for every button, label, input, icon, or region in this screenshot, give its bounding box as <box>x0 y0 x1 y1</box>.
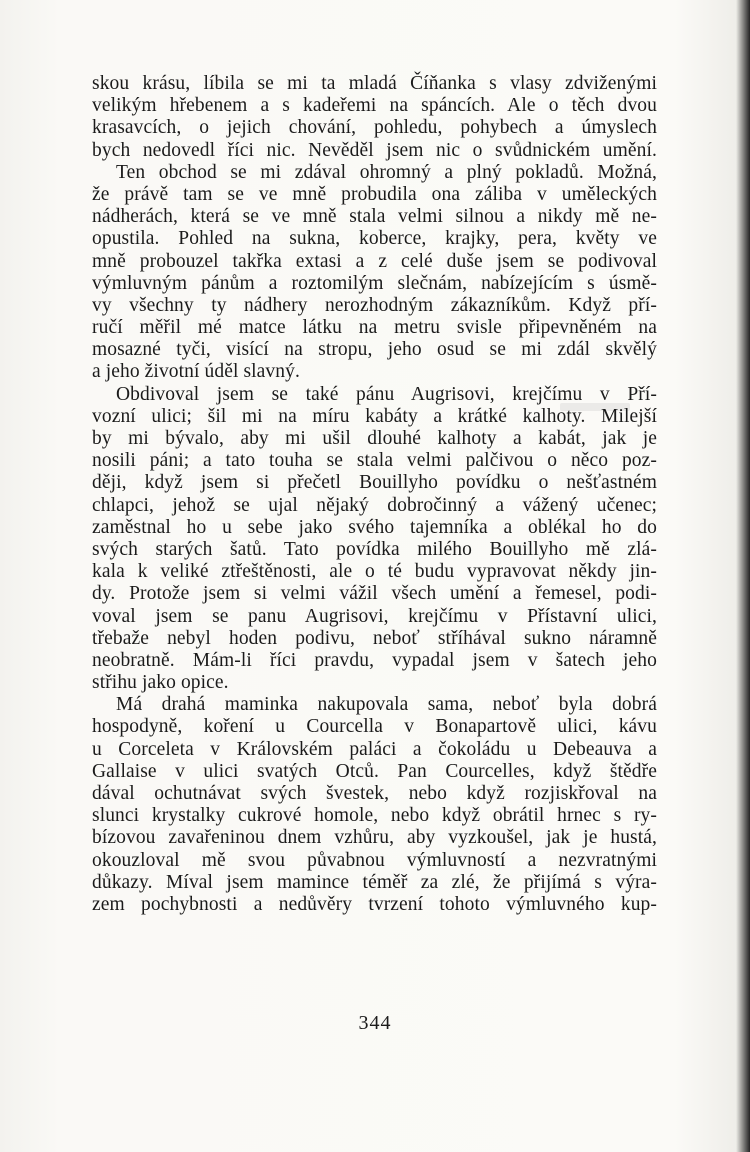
text-line: chlapci, jehož se ujal nějaký dobročinný a vážený učenec; <box>92 494 657 516</box>
page-number: 344 <box>358 1012 392 1034</box>
paragraph-2 <box>92 162 657 384</box>
text-line: Ten obchod se mi zdával ohromný a plný pokladů. Možná, <box>116 161 657 183</box>
paragraph-1 <box>92 73 657 162</box>
text-line: Obdivoval jsem se také pánu Augrisovi, krejčímu v Pří- <box>116 383 657 405</box>
text-line: dával ochutnávat svých švestek, nebo když rozjiskřoval na <box>92 783 657 804</box>
text-line: skou krásu, líbila se mi ta mladá Číňanka s vlasy zdviženými <box>92 73 657 94</box>
text-line: a jeho životní úděl slavný. <box>92 361 300 383</box>
text-line: ději, když jsem si přečetl Bouillyho povídku o nešťastném <box>92 472 657 494</box>
paragraph-3 <box>92 384 657 695</box>
text-line: důkazy. Míval jsem mamince téměř za zlé, že přijímá s výra- <box>92 871 657 893</box>
text-line: že právě tam se ve mně probudila ona záliba v uměleckých <box>92 183 657 205</box>
body-text <box>92 73 657 916</box>
text-line: mně probouzel takřka extasi a z celé duše jsem se podivoval <box>92 250 657 272</box>
paragraph-4 <box>92 694 657 916</box>
text-line: okouzloval mě svou půvabnou výmluvností a nezvratnými <box>92 849 657 871</box>
text-line: voval jsem se panu Augrisovi, krejčímu v Přístavní ulici, <box>92 605 657 627</box>
text-line: nádherách, která se ve mně stala velmi silnou a nikdy mě ne- <box>92 206 657 228</box>
text-line: zem pochybnosti a nedůvěry tvrzení tohoto výmluvného kup- <box>92 893 657 915</box>
text-line: kala k veliké ztřeštěnosti, ale o té budu vypravovat někdy jin- <box>92 561 657 583</box>
text-line: bízovou zavařeninou dnem vzhůru, aby vyzkoušel, jak je hustá, <box>92 827 657 849</box>
text-line: vozní ulici; šil mi na míru kabáty a krátké kalhoty. Milejší <box>92 405 657 427</box>
text-line: svých starých šatů. Tato povídka milého Bouillyho mě zlá- <box>92 538 657 560</box>
text-line: mosazné tyči, visící na stropu, jeho osud se mi zdál skvělý <box>92 339 657 361</box>
text-line: Má drahá maminka nakupovala sama, neboť byla dobrá <box>116 694 657 716</box>
text-line: u Corceleta v Královském paláci a čokoládu u Debeauva a <box>92 738 657 760</box>
text-line: třebaže nebyl hoden podivu, neboť stříhával sukno náramně <box>92 627 657 649</box>
page-edge-shadow <box>736 0 750 1152</box>
text-line: nosili páni; a tato touha se stala velmi palčivou o něco poz- <box>92 450 657 472</box>
text-line: velikým hřebenem a s kadeřemi na spáncích. Ale o těch dvou <box>92 95 657 117</box>
text-line: střihu jako opice. <box>92 672 229 694</box>
text-line: zaměstnal ho u sebe jako svého tajemníka a oblékal ho do <box>92 516 657 538</box>
text-line: dy. Protože jsem si velmi vážil všech umění a řemesel, podi- <box>92 583 657 605</box>
text-line: opustila. Pohled na sukna, koberce, krajky, pera, květy ve <box>92 228 657 250</box>
text-line: bych nedovedl říci nic. Nevěděl jsem nic o svůdnickém umění. <box>92 139 657 161</box>
text-line: krasavcích, o jejich chování, pohledu, pohybech a úmyslech <box>92 117 657 139</box>
text-line: výmluvným pánům a roztomilým slečnám, nabízejícím s úsmě- <box>92 272 657 294</box>
text-line: neobratně. Mám-li říci pravdu, vypadal jsem v šatech jeho <box>92 649 657 671</box>
text-line: by mi bývalo, aby mi ušil dlouhé kalhoty a kabát, jak je <box>92 428 657 449</box>
text-line: slunci krystalky cukrové homole, nebo když obrátil hrnec s ry- <box>92 805 657 827</box>
text-line: ručí měřil mé matce látku na metru svisle připevněném na <box>92 317 657 339</box>
text-line: vy všechny ty nádhery nerozhodným zákazníkům. Když pří- <box>92 294 657 316</box>
text-line: Gallaise v ulici svatých Otců. Pan Courcelles, když štědře <box>92 760 657 782</box>
text-line: hospodyně, koření u Courcella v Bonapartově ulici, kávu <box>92 716 657 738</box>
